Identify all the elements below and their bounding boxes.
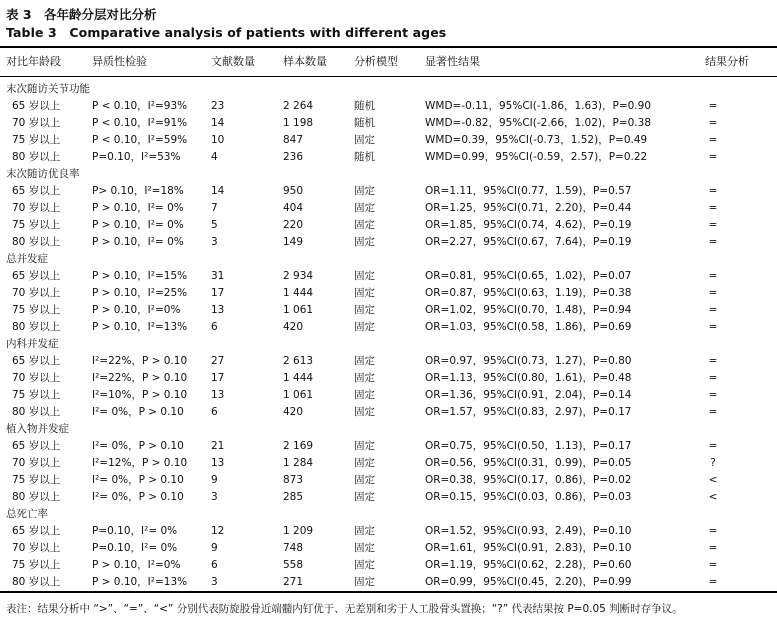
- column-header: 文献数量: [211, 55, 255, 68]
- table-row: [0, 574, 777, 591]
- sample-size-cell: 420: [283, 406, 304, 418]
- age-cell: 65 岁以上: [12, 185, 61, 197]
- significance-cell: OR=1.85，95%CI(0.74，4.62)，P=0.19: [425, 219, 632, 231]
- table-row: [0, 200, 777, 217]
- heterogeneity-cell: I²=22%，P > 0.10: [92, 355, 188, 367]
- heterogeneity-cell: I²= 0%，P > 0.10: [92, 440, 184, 452]
- significance-cell: OR=0.56，95%CI(0.31，0.99)，P=0.05: [425, 457, 632, 469]
- heterogeneity-cell: I²=12%，P > 0.10: [92, 457, 188, 469]
- model-cell: 固定: [354, 576, 375, 588]
- age-cell: 80 岁以上: [12, 491, 61, 503]
- column-header: 对比年龄段: [6, 55, 61, 68]
- significance-cell: WMD=0.39，95%CI(-0.73，1.52)，P=0.49: [425, 134, 648, 146]
- significance-cell: OR=0.81，95%CI(0.65，1.02)，P=0.07: [425, 270, 632, 282]
- model-cell: 随机: [354, 151, 375, 163]
- result-cell: =: [708, 270, 718, 282]
- result-cell: =: [708, 219, 718, 231]
- age-cell: 75 岁以上: [12, 474, 61, 486]
- model-cell: 固定: [354, 304, 375, 316]
- age-cell: 75 岁以上: [12, 389, 61, 401]
- significance-cell: OR=0.15，95%CI(0.03，0.86)，P=0.03: [425, 491, 632, 503]
- model-cell: 固定: [354, 457, 375, 469]
- heterogeneity-cell: I²= 0%，P > 0.10: [92, 406, 184, 418]
- result-cell: =: [708, 185, 718, 197]
- study-count-cell: 7: [211, 202, 218, 214]
- result-cell: =: [708, 355, 718, 367]
- model-cell: 固定: [354, 134, 375, 146]
- result-cell: =: [708, 576, 718, 588]
- model-cell: 固定: [354, 389, 375, 401]
- sample-size-cell: 1 444: [283, 287, 314, 299]
- age-cell: 70 岁以上: [12, 372, 61, 384]
- sample-size-cell: 1 198: [283, 117, 314, 129]
- column-header: 显著性结果: [425, 55, 480, 68]
- result-cell: =: [708, 542, 718, 554]
- table-title-en: Table 3 Comparative analysis of patients with different ages: [6, 25, 447, 40]
- result-cell: =: [708, 525, 718, 537]
- heterogeneity-cell: I²=10%，P > 0.10: [92, 389, 188, 401]
- study-count-cell: 17: [211, 372, 225, 384]
- heterogeneity-cell: P < 0.10，I²=91%: [92, 117, 188, 129]
- group-label-row: [0, 421, 777, 438]
- sample-size-cell: 950: [283, 185, 304, 197]
- study-count-cell: 17: [211, 287, 225, 299]
- significance-cell: OR=1.19，95%CI(0.62，2.28)，P=0.60: [425, 559, 632, 571]
- table-row: [0, 115, 777, 132]
- result-cell: =: [708, 372, 718, 384]
- age-cell: 65 岁以上: [12, 525, 61, 537]
- table-row: [0, 302, 777, 319]
- significance-cell: OR=1.02，95%CI(0.70，1.48)，P=0.94: [425, 304, 632, 316]
- table-title-cn: 表 3 各年龄分层对比分析: [6, 7, 157, 22]
- table-row: [0, 319, 777, 336]
- study-count-cell: 27: [211, 355, 225, 367]
- sample-size-cell: 847: [283, 134, 304, 146]
- study-count-cell: 3: [211, 236, 218, 248]
- model-cell: 固定: [354, 321, 375, 333]
- age-cell: 75 岁以上: [12, 559, 61, 571]
- table-row: [0, 183, 777, 200]
- table-row: [0, 234, 777, 251]
- significance-cell: OR=0.87，95%CI(0.63，1.19)，P=0.38: [425, 287, 632, 299]
- top-rule: [0, 46, 777, 48]
- study-count-cell: 3: [211, 491, 218, 503]
- heterogeneity-cell: P=0.10，I²= 0%: [92, 525, 178, 537]
- heterogeneity-cell: P < 0.10，I²=93%: [92, 100, 188, 112]
- study-count-cell: 10: [211, 134, 225, 146]
- sample-size-cell: 1 209: [283, 525, 314, 537]
- table-header-row: [0, 53, 777, 70]
- sample-size-cell: 1 061: [283, 389, 314, 401]
- significance-cell: OR=0.97，95%CI(0.73，1.27)，P=0.80: [425, 355, 632, 367]
- model-cell: 随机: [354, 100, 375, 112]
- result-cell: =: [708, 440, 718, 452]
- table-row: [0, 132, 777, 149]
- group-label: 总死亡率: [6, 508, 48, 520]
- sample-size-cell: 873: [283, 474, 304, 486]
- group-label-row: [0, 166, 777, 183]
- table-row: [0, 557, 777, 574]
- significance-cell: OR=1.61，95%CI(0.91，2.83)，P=0.10: [425, 542, 632, 554]
- study-count-cell: 21: [211, 440, 225, 452]
- table-row: [0, 523, 777, 540]
- sample-size-cell: 2 934: [283, 270, 314, 282]
- model-cell: 固定: [354, 406, 375, 418]
- result-cell: =: [708, 389, 718, 401]
- model-cell: 固定: [354, 372, 375, 384]
- table-row: [0, 98, 777, 115]
- heterogeneity-cell: I²=22%，P > 0.10: [92, 372, 188, 384]
- result-cell: =: [708, 304, 718, 316]
- table-footnote: 表注：结果分析中 “>”、“=”、“<” 分别代表防旋股骨近端髓内钉优于、无差别和劣于人工股骨头置换；“?” 代表结果按 P=0.05 判断时存争议。: [6, 603, 683, 615]
- study-count-cell: 9: [211, 542, 218, 554]
- table-row: [0, 455, 777, 472]
- age-cell: 75 岁以上: [12, 304, 61, 316]
- study-count-cell: 23: [211, 100, 225, 112]
- significance-cell: OR=1.11，95%CI(0.77，1.59)，P=0.57: [425, 185, 632, 197]
- significance-cell: OR=1.57，95%CI(0.83，2.97)，P=0.17: [425, 406, 632, 418]
- result-cell: ?: [710, 457, 716, 469]
- age-cell: 70 岁以上: [12, 542, 61, 554]
- heterogeneity-cell: P > 0.10，I²=13%: [92, 321, 188, 333]
- bottom-rule: [0, 591, 777, 593]
- sample-size-cell: 220: [283, 219, 304, 231]
- heterogeneity-cell: P > 0.10，I²=0%: [92, 304, 181, 316]
- group-label: 末次随访优良率: [6, 168, 80, 180]
- column-header: 异质性检验: [92, 55, 147, 68]
- heterogeneity-cell: P=0.10，I²=53%: [92, 151, 181, 163]
- study-count-cell: 9: [211, 474, 218, 486]
- age-cell: 70 岁以上: [12, 457, 61, 469]
- study-count-cell: 6: [211, 321, 218, 333]
- age-cell: 65 岁以上: [12, 355, 61, 367]
- heterogeneity-cell: P > 0.10，I²= 0%: [92, 236, 184, 248]
- group-label: 内科并发症: [6, 338, 59, 350]
- result-cell: =: [708, 134, 718, 146]
- table-row: [0, 370, 777, 387]
- model-cell: 固定: [354, 270, 375, 282]
- age-cell: 80 岁以上: [12, 236, 61, 248]
- significance-cell: OR=0.99，95%CI(0.45，2.20)，P=0.99: [425, 576, 632, 588]
- study-count-cell: 6: [211, 559, 218, 571]
- significance-cell: WMD=-0.11，95%CI(-1.86，1.63)，P=0.90: [425, 100, 652, 112]
- sample-size-cell: 1 444: [283, 372, 314, 384]
- significance-cell: WMD=0.99，95%CI(-0.59，2.57)，P=0.22: [425, 151, 648, 163]
- model-cell: 固定: [354, 542, 375, 554]
- sample-size-cell: 748: [283, 542, 304, 554]
- model-cell: 固定: [354, 287, 375, 299]
- age-cell: 65 岁以上: [12, 270, 61, 282]
- result-cell: =: [708, 236, 718, 248]
- heterogeneity-cell: I²= 0%，P > 0.10: [92, 491, 184, 503]
- group-label: 总并发症: [6, 253, 48, 265]
- study-count-cell: 13: [211, 304, 225, 316]
- heterogeneity-cell: I²= 0%，P > 0.10: [92, 474, 184, 486]
- group-label-row: [0, 506, 777, 523]
- age-cell: 75 岁以上: [12, 134, 61, 146]
- study-count-cell: 4: [211, 151, 218, 163]
- group-label: 末次随访关节功能: [6, 83, 90, 95]
- age-cell: 65 岁以上: [12, 440, 61, 452]
- significance-cell: WMD=-0.82，95%CI(-2.66，1.02)，P=0.38: [425, 117, 652, 129]
- study-count-cell: 5: [211, 219, 218, 231]
- column-header: 分析模型: [354, 55, 398, 68]
- model-cell: 固定: [354, 559, 375, 571]
- model-cell: 固定: [354, 440, 375, 452]
- result-cell: =: [708, 321, 718, 333]
- result-cell: =: [708, 151, 718, 163]
- result-cell: <: [708, 491, 718, 503]
- table-row: [0, 489, 777, 506]
- study-count-cell: 14: [211, 185, 225, 197]
- significance-cell: OR=1.25，95%CI(0.71，2.20)，P=0.44: [425, 202, 632, 214]
- table-row: [0, 217, 777, 234]
- column-header: 结果分析: [705, 55, 749, 68]
- significance-cell: OR=1.03，95%CI(0.58，1.86)，P=0.69: [425, 321, 632, 333]
- model-cell: 固定: [354, 355, 375, 367]
- group-label-row: [0, 336, 777, 353]
- table-row: [0, 472, 777, 489]
- heterogeneity-cell: P=0.10，I²= 0%: [92, 542, 178, 554]
- age-cell: 80 岁以上: [12, 151, 61, 163]
- heterogeneity-cell: P > 0.10，I²= 0%: [92, 202, 184, 214]
- sample-size-cell: 404: [283, 202, 304, 214]
- age-cell: 80 岁以上: [12, 321, 61, 333]
- heterogeneity-cell: P < 0.10，I²=59%: [92, 134, 188, 146]
- result-cell: =: [708, 559, 718, 571]
- significance-cell: OR=0.38，95%CI(0.17，0.86)，P=0.02: [425, 474, 632, 486]
- result-cell: <: [708, 474, 718, 486]
- study-count-cell: 13: [211, 457, 225, 469]
- result-cell: =: [708, 406, 718, 418]
- sample-size-cell: 149: [283, 236, 304, 248]
- age-cell: 80 岁以上: [12, 406, 61, 418]
- sample-size-cell: 271: [283, 576, 304, 588]
- age-cell: 70 岁以上: [12, 117, 61, 129]
- study-count-cell: 13: [211, 389, 225, 401]
- heterogeneity-cell: P> 0.10，I²=18%: [92, 185, 184, 197]
- table-row: [0, 387, 777, 404]
- heterogeneity-cell: P > 0.10，I²=13%: [92, 576, 188, 588]
- significance-cell: OR=1.13，95%CI(0.80，1.61)，P=0.48: [425, 372, 632, 384]
- heterogeneity-cell: P > 0.10，I²=0%: [92, 559, 181, 571]
- heterogeneity-cell: P > 0.10，I²=15%: [92, 270, 188, 282]
- table-row: [0, 149, 777, 166]
- sample-size-cell: 285: [283, 491, 304, 503]
- model-cell: 固定: [354, 202, 375, 214]
- result-cell: =: [708, 117, 718, 129]
- table-row: [0, 268, 777, 285]
- age-cell: 75 岁以上: [12, 219, 61, 231]
- sample-size-cell: 1 284: [283, 457, 314, 469]
- table-row: [0, 540, 777, 557]
- significance-cell: OR=1.52，95%CI(0.93，2.49)，P=0.10: [425, 525, 632, 537]
- study-count-cell: 6: [211, 406, 218, 418]
- age-cell: 70 岁以上: [12, 202, 61, 214]
- study-count-cell: 14: [211, 117, 225, 129]
- table-row: [0, 438, 777, 455]
- sample-size-cell: 2 264: [283, 100, 314, 112]
- sample-size-cell: 2 169: [283, 440, 314, 452]
- model-cell: 固定: [354, 525, 375, 537]
- header-rule: [0, 76, 777, 77]
- model-cell: 固定: [354, 474, 375, 486]
- study-count-cell: 3: [211, 576, 218, 588]
- column-header: 样本数量: [283, 55, 327, 68]
- table-row: [0, 285, 777, 302]
- group-label-row: [0, 251, 777, 268]
- result-cell: =: [708, 100, 718, 112]
- significance-cell: OR=2.27，95%CI(0.67，7.64)，P=0.19: [425, 236, 632, 248]
- significance-cell: OR=1.36，95%CI(0.91，2.04)，P=0.14: [425, 389, 632, 401]
- model-cell: 随机: [354, 117, 375, 129]
- result-cell: =: [708, 202, 718, 214]
- model-cell: 固定: [354, 185, 375, 197]
- sample-size-cell: 236: [283, 151, 304, 163]
- age-cell: 70 岁以上: [12, 287, 61, 299]
- sample-size-cell: 1 061: [283, 304, 314, 316]
- study-count-cell: 12: [211, 525, 225, 537]
- table-row: [0, 404, 777, 421]
- sample-size-cell: 420: [283, 321, 304, 333]
- model-cell: 固定: [354, 491, 375, 503]
- heterogeneity-cell: P > 0.10，I²=25%: [92, 287, 188, 299]
- result-cell: =: [708, 287, 718, 299]
- model-cell: 固定: [354, 236, 375, 248]
- group-label-row: [0, 81, 777, 98]
- heterogeneity-cell: P > 0.10，I²= 0%: [92, 219, 184, 231]
- group-label: 植入物并发症: [6, 423, 69, 435]
- age-cell: 80 岁以上: [12, 576, 61, 588]
- model-cell: 固定: [354, 219, 375, 231]
- sample-size-cell: 2 613: [283, 355, 314, 367]
- study-count-cell: 31: [211, 270, 225, 282]
- age-cell: 65 岁以上: [12, 100, 61, 112]
- sample-size-cell: 558: [283, 559, 304, 571]
- significance-cell: OR=0.75，95%CI(0.50，1.13)，P=0.17: [425, 440, 632, 452]
- table-row: [0, 353, 777, 370]
